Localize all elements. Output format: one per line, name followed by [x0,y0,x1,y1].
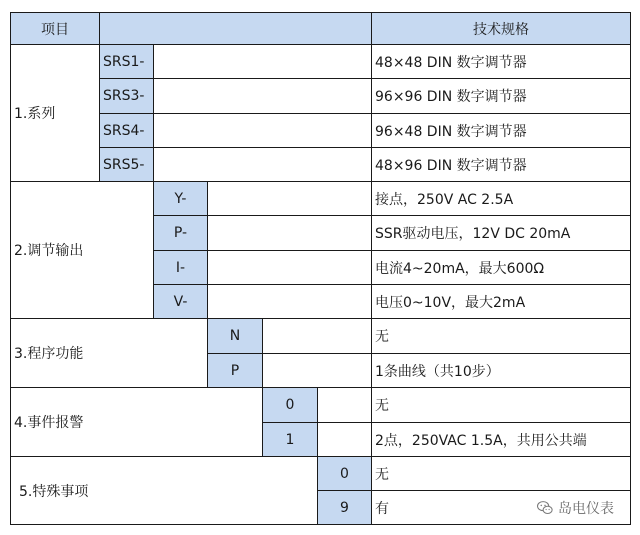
spec-cell [371,353,631,388]
spec-cell [371,318,631,354]
spec-text: 48×96 DIN 数字调节器 [375,157,527,174]
code-cell [99,78,154,114]
spec-text: SSR驱动电压，12V DC 20mA [375,226,571,242]
section-label-program-function [10,318,208,388]
spec-text: 无 [375,329,389,345]
header-spec-cell [371,12,631,45]
spec-cell [371,113,631,148]
spec-text: 无 [375,398,389,414]
code-cell [153,250,208,285]
code-text: P [230,362,240,379]
code-fill-cell [317,422,372,457]
wechat-icon [536,499,554,517]
watermark [536,497,614,519]
section-label-text: 5.特殊事项 [19,483,89,500]
code-text: SRS5- [103,156,145,173]
code-cell [153,181,208,216]
code-fill-cell [207,181,372,216]
section-label-text: 3.程序功能 [14,346,84,362]
code-cell [153,215,208,251]
spec-text: 电流4~20mA，最大600Ω [375,260,545,277]
watermark-text: 岛电仪表 [558,501,614,517]
spec-cell [371,215,631,251]
section-label-event-alarm [10,387,263,457]
code-fill-cell [153,147,372,182]
header-item-label: 项目 [41,21,69,38]
code-fill-cell [153,78,372,114]
code-cell [317,490,372,525]
spec-text: 96×48 DIN 数字调节器 [375,123,527,140]
spec-text: 接点，250V AC 2.5A [375,191,514,208]
code-text: P- [173,225,188,241]
code-fill-cell [262,353,372,388]
section-label-text: 1.系列 [14,106,56,122]
code-text: 1 [285,431,295,448]
header-code-cell [99,12,372,45]
section-label-control-output [10,181,154,319]
code-text: 0 [285,397,295,413]
code-cell [207,318,263,354]
code-text: 0 [340,465,349,482]
code-fill-cell [153,113,372,148]
spec-text: 有 [375,500,389,517]
code-text: Y- [174,190,187,207]
code-text: SRS1- [103,53,145,70]
code-fill-cell [317,387,372,423]
spec-text: 48×48 DIN 数字调节器 [375,54,527,71]
spec-text: 1条曲线（共10步） [375,363,500,380]
spec-cell [371,181,631,216]
code-cell [207,353,263,388]
spec-text: 无 [375,466,389,483]
spec-cell [371,250,631,285]
spec-text: 2点，250VAC 1.5A，共用公共端 [375,432,587,449]
spec-cell [371,456,631,491]
section-label-series [10,44,100,182]
header-item-cell [10,12,100,45]
spec-cell [371,387,631,423]
code-cell [153,284,208,319]
spec-cell [371,147,631,182]
code-text: V- [173,293,188,310]
spec-text: 96×96 DIN 数字调节器 [375,89,527,105]
code-text: I- [175,259,186,276]
section-label-text: 4.事件报警 [14,415,84,431]
code-cell [317,456,372,491]
header-spec-label: 技术规格 [473,21,529,38]
code-fill-cell [207,284,372,319]
code-cell [262,422,318,457]
code-text: N [229,328,241,344]
code-text: SRS3- [103,88,145,104]
code-cell [99,147,154,182]
spec-cell [371,284,631,319]
code-text: 9 [340,499,349,516]
spec-cell [371,44,631,79]
spec-cell [371,422,631,457]
code-cell [262,387,318,423]
section-label-special-items [10,456,318,525]
code-fill-cell [262,318,372,354]
spec-cell [371,78,631,114]
code-fill-cell [153,44,372,79]
code-fill-cell [207,215,372,251]
code-cell [99,44,154,79]
code-text: SRS4- [103,122,145,139]
code-cell [99,113,154,148]
section-label-text: 2.调节输出 [14,243,84,259]
spec-text: 电压0~10V，最大2mA [375,294,526,311]
code-fill-cell [207,250,372,285]
